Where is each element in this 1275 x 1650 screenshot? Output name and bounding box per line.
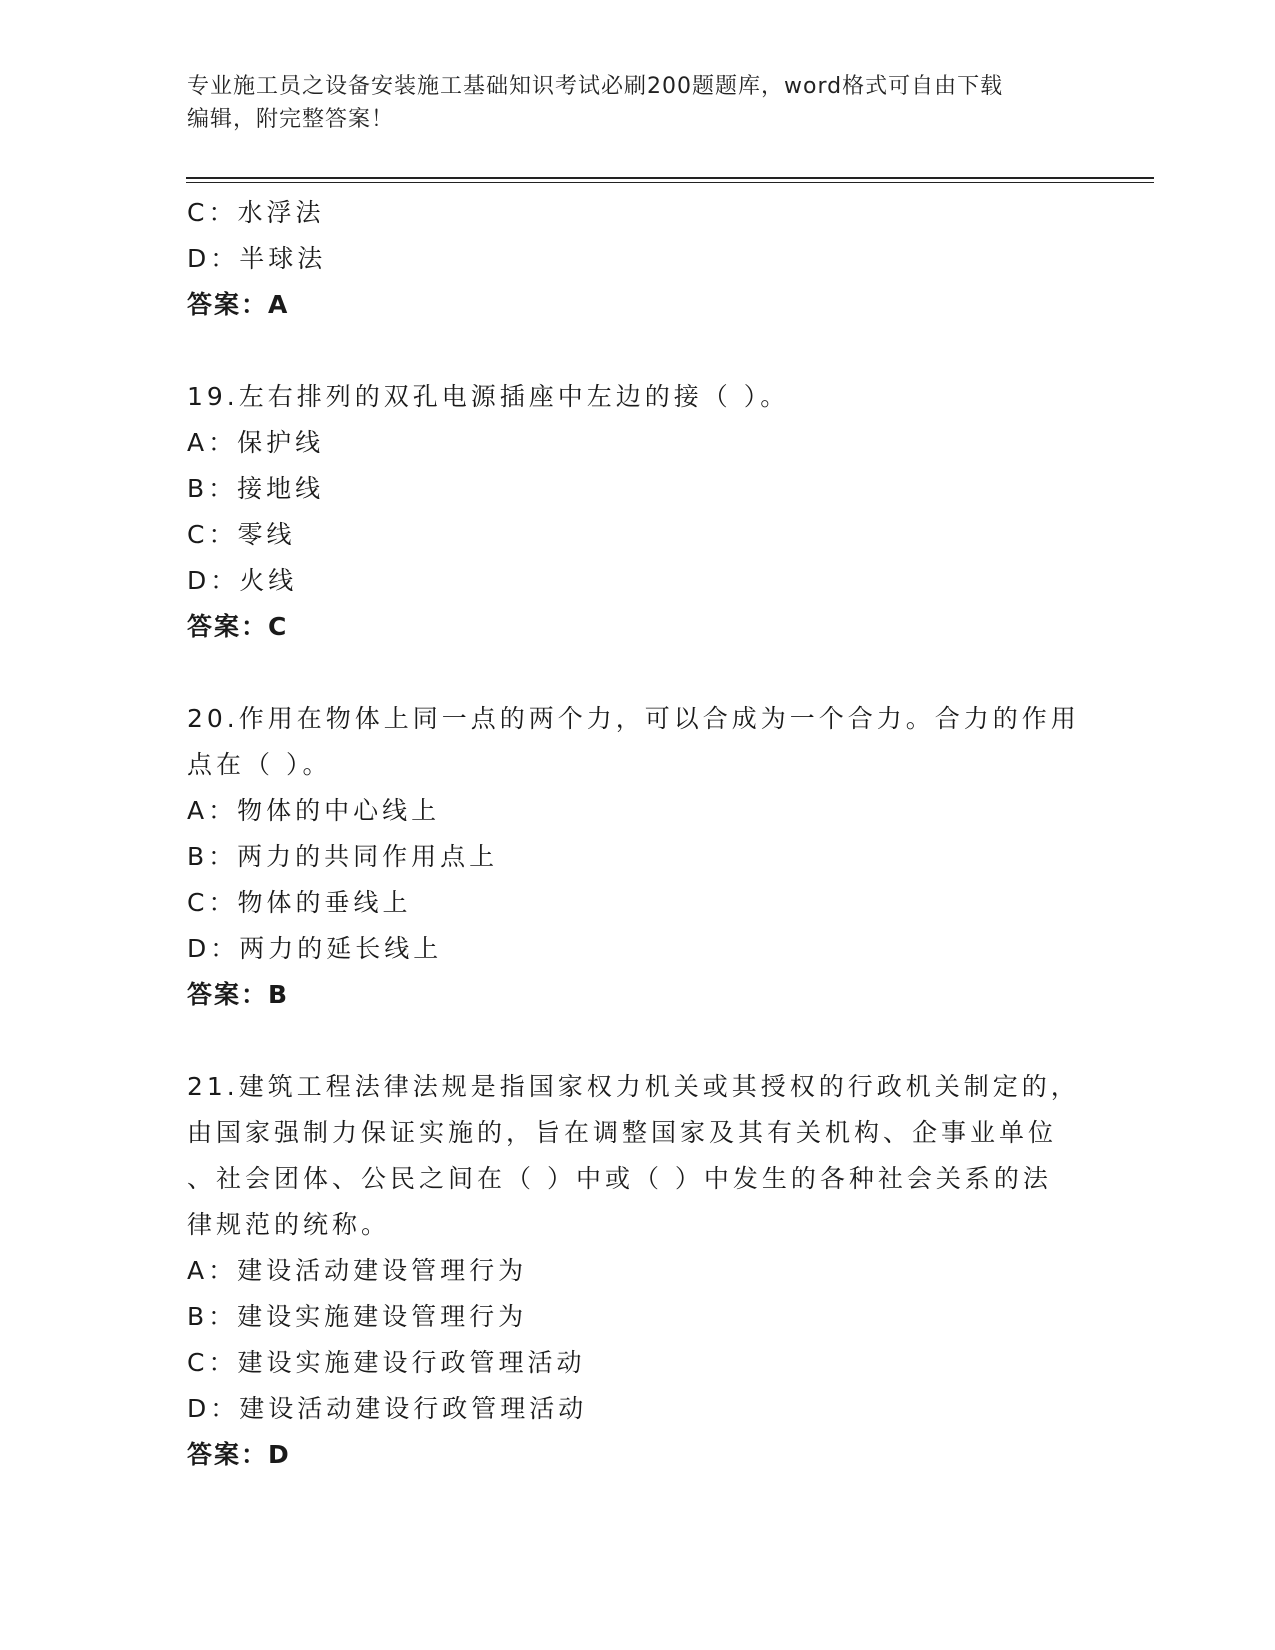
option-c: C：零线 <box>187 520 296 549</box>
option-d: D：两力的延长线上 <box>187 934 443 963</box>
question-text: 由国家强制力保证实施的，旨在调整国家及其有关机构、企事业单位 <box>187 1118 1058 1147</box>
answer-line: 答案：C <box>187 612 289 641</box>
question-20 <box>187 696 1087 1018</box>
spacer <box>187 1018 1087 1064</box>
answer-line: 答案：D <box>187 1440 291 1469</box>
question-21 <box>187 1064 1087 1478</box>
question-text: 律规范的统称。 <box>187 1210 391 1239</box>
question-text: 点在（ ）。 <box>187 750 332 779</box>
option-a: A：物体的中心线上 <box>187 796 441 825</box>
question-text: 、社会团体、公民之间在（ ）中或（ ）中发生的各种社会关系的法 <box>187 1164 1052 1193</box>
header-title-line-2: 编辑，附完整答案！ <box>187 107 395 132</box>
option-c: C：物体的垂线上 <box>187 888 412 917</box>
header-divider-thin <box>186 182 1154 183</box>
option-d: D：半球法 <box>187 244 327 273</box>
question-19 <box>187 374 1087 650</box>
answer-line: 答案：B <box>187 980 290 1009</box>
question-text: 21.建筑工程法律法规是指国家权力机关或其授权的行政机关制定的， <box>187 1072 1080 1101</box>
header-divider-thick <box>186 177 1154 179</box>
question-list <box>187 190 1087 1478</box>
spacer <box>187 328 1087 374</box>
option-d: D：火线 <box>187 566 298 595</box>
option-b: B：接地线 <box>187 474 325 503</box>
option-a: A：保护线 <box>187 428 325 457</box>
option-c: C：建设实施建设行政管理活动 <box>187 1348 586 1377</box>
option-c: C：水浮法 <box>187 198 325 227</box>
question-18-continued <box>187 190 1087 328</box>
question-text: 20.作用在物体上同一点的两个力，可以合成为一个合力。合力的作用 <box>187 704 1080 733</box>
question-text: 19.左右排列的双孔电源插座中左边的接（ ）。 <box>187 382 790 411</box>
option-a: A：建设活动建设管理行为 <box>187 1256 528 1285</box>
spacer <box>187 650 1087 696</box>
document-header <box>187 70 1067 136</box>
header-title-line-1: 专业施工员之设备安装施工基础知识考试必刷200题题库，word格式可自由下载 <box>187 74 1004 99</box>
option-d: D：建设活动建设行政管理活动 <box>187 1394 588 1423</box>
answer-line: 答案：A <box>187 290 290 319</box>
option-b: B：两力的共同作用点上 <box>187 842 499 871</box>
option-b: B：建设实施建设管理行为 <box>187 1302 528 1331</box>
